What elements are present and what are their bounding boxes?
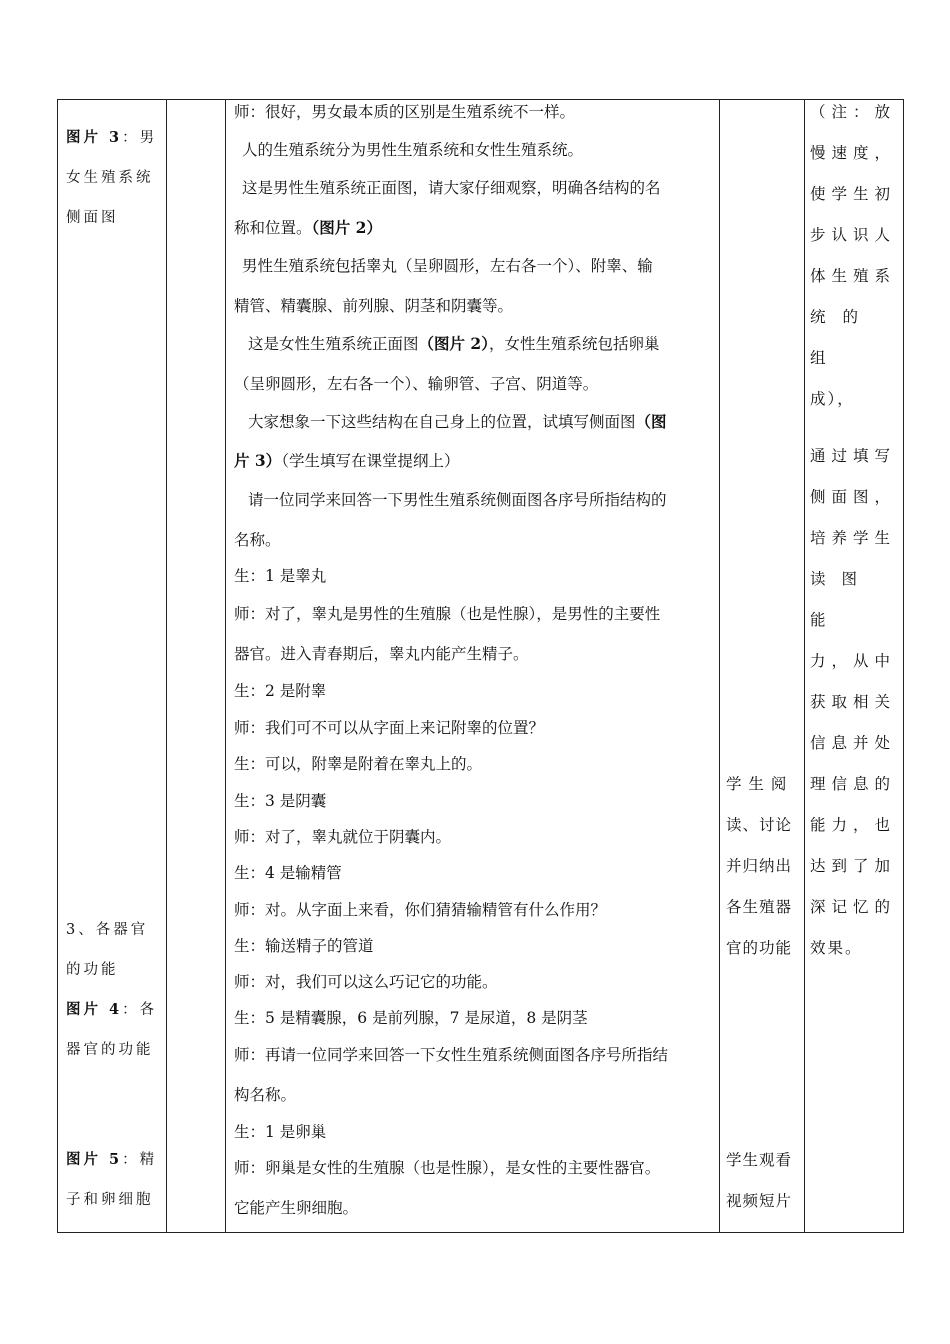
activity-line: 视频短片 — [726, 1192, 793, 1210]
text-line: （呈卵圆形，左右各一个）、输卵管、子宫、阴道等。 — [234, 375, 599, 393]
section-3-caption — [66, 910, 164, 1070]
figure-ref: （图 — [635, 412, 667, 431]
note-line: 力，从中 — [810, 652, 897, 670]
activity-line: 读、讨论 — [726, 816, 793, 834]
text-line: 名称。 — [234, 531, 281, 549]
note-line: 能力，也 — [810, 816, 897, 834]
fig5-text: ：精 — [122, 1152, 158, 1168]
text-line: 生：4 是输精管 — [234, 864, 342, 882]
text-segment: （学生填写在课堂提纲上） — [281, 452, 460, 470]
note-line: 培养学生 — [810, 529, 897, 547]
text-line: 器官。进入青春期后，睾丸内能产生精子。 — [234, 645, 529, 663]
note-line: 效果。 — [810, 939, 863, 957]
text-line: 师：我们可不可以从字面上来记附睾的位置？ — [234, 719, 545, 737]
design-notes — [810, 92, 896, 969]
activity-line: 学 生 阅 — [726, 775, 788, 793]
text-line: 男性生殖系统包括睾丸（呈卵圆形，左右各一个）、附睾、输 — [242, 257, 653, 275]
activity-line: 各生殖器 — [726, 898, 793, 916]
fig4-label: 图片 4 — [66, 1001, 123, 1018]
text-line: 师：对了，睾丸就位于阴囊内。 — [234, 828, 452, 846]
text-line: 构名称。 — [234, 1086, 297, 1104]
figure-ref: 片 3） — [234, 451, 282, 470]
text-line: 它能产生卵细胞。 — [234, 1199, 359, 1217]
text-segment: 这是女性生殖系统正面图 — [248, 335, 419, 353]
text-segment: 大家想象一下这些结构在自己身上的位置，试填写侧面图 — [248, 413, 636, 431]
figure-ref: （图片 2） — [418, 334, 489, 353]
fig5-caption — [66, 1140, 164, 1220]
note-line: 步认识人 — [810, 226, 897, 244]
column-divider — [719, 100, 720, 1232]
note-line: 深记忆的 — [810, 898, 897, 916]
fig5-label: 图片 5 — [66, 1151, 123, 1168]
activity-line: 并归纳出 — [726, 857, 793, 875]
note-line: 读图能 — [810, 570, 874, 629]
text-segment: ，女性生殖系统包括卵巢 — [488, 335, 660, 353]
text-line: 师：对了，睾丸是男性的生殖腺（也是性腺），是男性的主要性 — [234, 605, 661, 623]
text-line: 请一位同学来回答一下男性生殖系统侧面图各序号所指结构的 — [248, 491, 667, 509]
note-line: 达到了加 — [810, 857, 897, 875]
fig3-label: 图片 3 — [66, 129, 123, 146]
text-line: 生：输送精子的管道 — [234, 937, 374, 955]
lesson-table — [57, 99, 904, 1233]
section-line: 的功能 — [66, 962, 119, 978]
fig4-line: 器官的功能 — [66, 1042, 154, 1058]
note-line: 体生殖系 — [810, 267, 897, 285]
text-line: 生：1 是卵巢 — [234, 1123, 327, 1141]
column-divider — [166, 100, 167, 1232]
fig3-caption — [66, 118, 164, 238]
fig3-line: 侧面图 — [66, 210, 119, 226]
text-line: 生：3 是阴囊 — [234, 792, 327, 810]
column-divider — [225, 100, 226, 1232]
text-line: 师：很好，男女最本质的区别是生殖系统不一样。 — [234, 103, 576, 121]
text-line: 这是男性生殖系统正面图，请大家仔细观察，明确各结构的名 — [242, 179, 661, 197]
text-line: 生：5 是精囊腺，6 是前列腺，7 是尿道，8 是阴茎 — [234, 1009, 588, 1027]
column-divider — [804, 100, 805, 1232]
note-line: 理信息的 — [810, 775, 897, 793]
note-line: 获取相关 — [810, 693, 897, 711]
note-line: 慢速度， — [810, 144, 897, 162]
text-line: 师：对。从字面上来看，你们猜猜输精管有什么作用？ — [234, 901, 607, 919]
activity-line: 学生观看 — [726, 1151, 793, 1169]
text-line: 生：1 是睾丸 — [234, 567, 327, 585]
student-activity-2 — [726, 1140, 798, 1222]
activity-line: 官的功能 — [726, 939, 793, 957]
note-line: （注：放 — [810, 103, 897, 121]
text-line: 师：再请一位同学来回答一下女性生殖系统侧面图各序号所指结 — [234, 1046, 669, 1064]
text-line: 师：卵巢是女性的生殖腺（也是性腺），是女性的主要性器官。 — [234, 1159, 661, 1177]
text-line: 师：对，我们可以这么巧记它的功能。 — [234, 973, 498, 991]
student-activity-1 — [726, 764, 798, 969]
text-line: 生：可以，附睾是附着在睾丸上的。 — [234, 755, 483, 773]
section-line: 3、各器官 — [66, 922, 149, 938]
note-line: 通过填写 — [810, 447, 897, 465]
note-line: 侧面图， — [810, 488, 897, 506]
note-line: 使学生初 — [810, 185, 897, 203]
fig5-line: 子和卵细胞 — [66, 1192, 154, 1208]
text-line: 生：2 是附睾 — [234, 682, 327, 700]
text-line: 精管、精囊腺、前列腺、阴茎和阴囊等。 — [234, 297, 514, 315]
fig4-text: ：各 — [122, 1002, 158, 1018]
note-line: 成）， — [810, 390, 855, 408]
fig3-text: ：男 — [122, 130, 158, 146]
figure-ref: （图片 2） — [311, 218, 382, 237]
note-line: 信息并处 — [810, 734, 897, 752]
text-line: 人的生殖系统分为男性生殖系统和女性生殖系统。 — [242, 141, 584, 159]
fig3-line: 女生殖系统 — [66, 170, 154, 186]
note-line: 统的组 — [810, 308, 876, 367]
text-segment: 称和位置。 — [234, 219, 312, 237]
